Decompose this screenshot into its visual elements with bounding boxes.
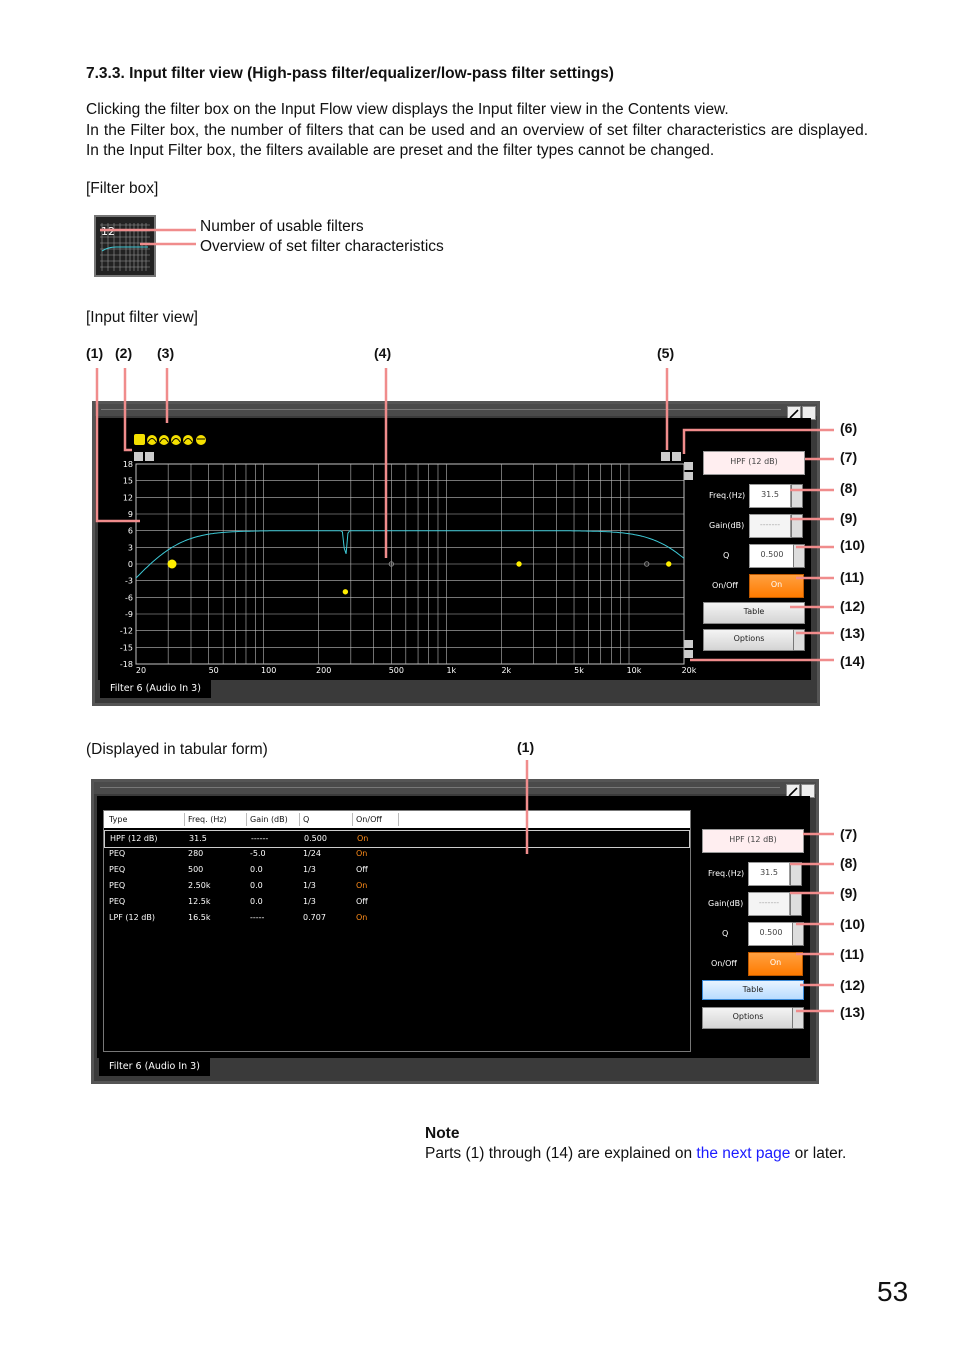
filter-tab-2[interactable]: Filter 6 (Audio In 3) [99,1058,210,1076]
onoff-label: On/Off [712,581,738,590]
table-cell: 1/3 [303,865,316,874]
next-page-link[interactable]: the next page [696,1145,791,1162]
filter-box-label: [Filter box] [86,180,159,197]
callout2-11: (11) [840,946,865,962]
table-cell: 500 [188,865,204,874]
y-tick-label: 15 [122,476,133,486]
x-tick-label: 20k [681,666,697,675]
table-button-2[interactable]: Table [702,980,804,1000]
callout2-8: (8) [840,855,858,871]
freq-input-2[interactable]: 31.5 [748,862,790,886]
table-cell: On [356,913,368,922]
gain-input[interactable]: ------- [749,514,791,538]
filter-type-field[interactable]: HPF (12 dB) [703,451,805,475]
y-tick-label: -18 [119,660,133,669]
callout-13: (13) [840,625,865,641]
note-text [425,1144,846,1164]
x-tick-label: 1k [446,666,457,675]
callout-usable-filters: Number of usable filters [200,218,364,235]
callout-6: (6) [840,420,858,436]
paragraph-1: Clicking the filter box on the Input Flow view displays the Input filter view in the Contents view. [86,101,729,118]
callout-8: (8) [840,480,858,496]
table-cell: On [356,849,368,858]
table-cell: 1/3 [303,881,316,890]
gain-input-2[interactable]: ------- [748,892,790,916]
filter-count: 12 [101,225,115,238]
table-cell: 0.0 [250,897,263,906]
y-tick-label: -12 [119,626,133,636]
x-tick-label: 100 [261,666,277,675]
header-freq: Freq. (Hz) [188,815,227,824]
tabular-form-label: (Displayed in tabular form) [86,741,268,758]
table-cell: 0.0 [250,881,263,890]
y-tick-label: 6 [127,526,133,536]
header-gain: Gain (dB) [250,815,288,824]
options-button[interactable]: Options [703,629,795,651]
freq-label-2: Freq.(Hz) [708,869,745,878]
q-select-2[interactable]: 0.500 [748,922,794,946]
callout-10: (10) [840,537,865,553]
y-tick-label: -9 [125,610,133,619]
table-cell: 0.500 [304,834,327,843]
table-cell: 12.5k [188,897,211,906]
y-tick-label: -3 [125,576,133,586]
table-cell: LPF (12 dB) [109,913,155,922]
callout-1: (1) [86,345,104,361]
q-label-2: Q [722,929,729,938]
y-tick-label: 12 [122,493,133,503]
x-tick-label: 20 [135,666,147,675]
freq-label: Freq.(Hz) [709,491,746,500]
table-cell: On [356,881,368,890]
onoff-button[interactable]: On [749,574,804,598]
table-cell: 0.707 [303,913,326,922]
table-cell: PEQ [109,865,126,874]
input-filter-view-label: [Input filter view] [86,309,198,326]
filter-type-field-2[interactable]: HPF (12 dB) [702,829,804,853]
callout2-13: (13) [840,1004,865,1020]
x-tick-label: 50 [208,666,219,675]
header-q: Q [303,815,310,824]
y-tick-label: 9 [127,510,133,519]
y-tick-label: -15 [119,643,133,653]
freq-input[interactable]: 31.5 [749,484,791,508]
table-cell: 31.5 [189,834,207,843]
table-cell: PEQ [109,881,126,890]
table-cell: PEQ [109,849,126,858]
table-cell: On [357,834,369,843]
x-tick-label: 5k [574,666,584,675]
table-cell: 16.5k [188,913,211,922]
table-cell: 1/24 [303,849,321,858]
y-tick-label: -6 [125,593,133,603]
table-cell: Off [356,897,368,906]
x-tick-label: 500 [388,666,404,675]
y-tick-label: 18 [122,460,133,469]
options-button-2[interactable]: Options [702,1007,794,1029]
section-title: 7.3.3. Input filter view (High-pass filter/equalizer/low-pass filter settings) [86,65,614,82]
callout-filter-overview: Overview of set filter characteristics [200,238,444,255]
table-cell: ------ [251,834,269,843]
table-cell: ----- [250,913,265,922]
callout2-12: (12) [840,977,865,993]
table-cell: PEQ [109,897,126,906]
callout-5: (5) [657,345,675,361]
y-tick-label: 3 [127,543,133,553]
header-onoff: On/Off [356,815,382,824]
x-tick-label: 10k [626,666,642,675]
paragraph-2: In the Filter box, the number of filters that can be used and an overview of set filter characteristics are displayed. In the Input Filter box, the filters available are preset and the filter types cannot be changed. [86,122,868,159]
page-number: 53 [877,1276,909,1307]
callout-12: (12) [840,598,865,614]
callout-14: (14) [840,653,865,669]
callout2-7: (7) [840,826,858,842]
callout-11: (11) [840,569,865,585]
callout-2: (2) [115,345,133,361]
table-cell: 0.0 [250,865,263,874]
onoff-label-2: On/Off [711,959,737,968]
x-tick-label: 200 [316,666,332,675]
table-cell: HPF (12 dB) [110,834,158,843]
callout2-10: (10) [840,916,865,932]
tabular-callout-1: (1) [517,739,535,755]
table-cell: 280 [188,849,204,858]
table-cell: Off [356,865,368,874]
gain-label-2: Gain(dB) [708,899,744,908]
note-title: Note [425,1125,460,1142]
panel2-callout-lines [0,740,954,1040]
callout-7: (7) [840,449,858,465]
callout-9: (9) [840,510,858,526]
y-tick-label: 0 [127,560,133,569]
filter-tab[interactable]: Filter 6 (Audio In 3) [100,680,211,698]
callout2-9: (9) [840,885,858,901]
table-button[interactable]: Table [703,602,805,624]
x-tick-label: 2k [501,666,512,675]
callout-3: (3) [157,345,175,361]
callout-4: (4) [374,345,392,361]
note-text-after: or later. [790,1145,847,1162]
gain-label: Gain(dB) [709,521,745,530]
note-text-before: Parts (1) through (14) are explained on [425,1145,697,1162]
table-cell: -5.0 [250,849,266,858]
onoff-button-2[interactable]: On [748,952,803,976]
q-select[interactable]: 0.500 [749,544,795,568]
header-type: Type [109,815,128,824]
q-label: Q [723,551,730,560]
table-cell: 2.50k [188,881,211,890]
table-cell: 1/3 [303,897,316,906]
